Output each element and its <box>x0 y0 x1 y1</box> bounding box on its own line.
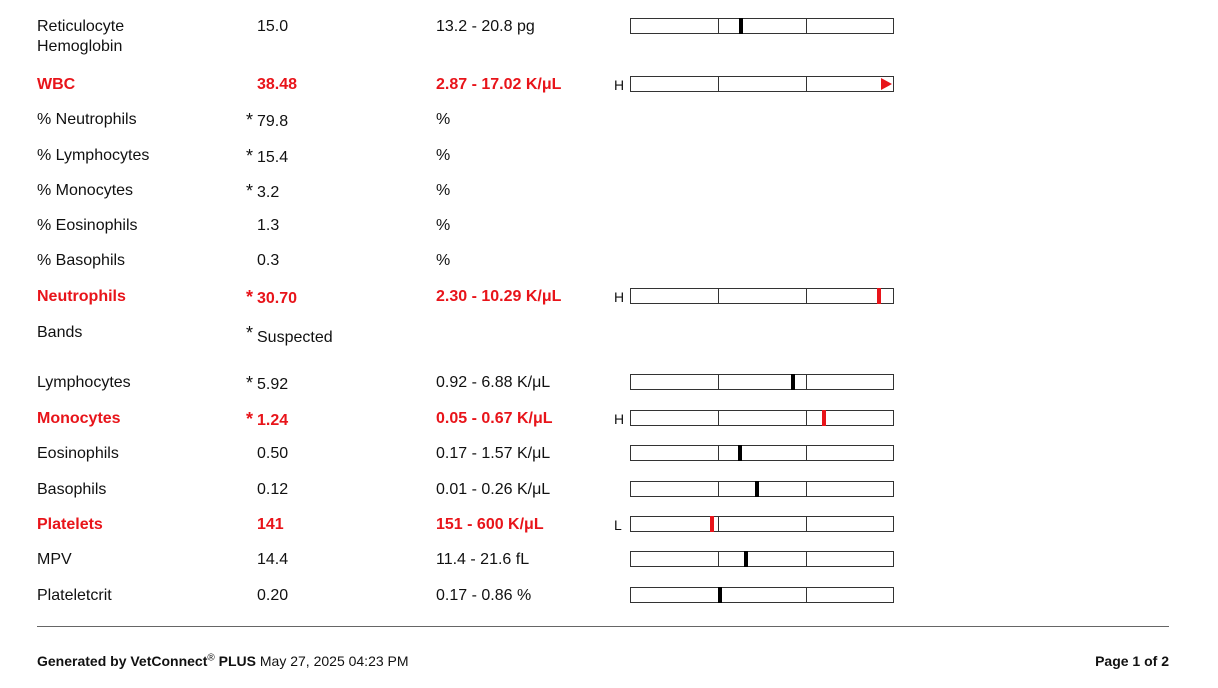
analyte-name: Plateletcrit <box>37 587 112 604</box>
result-row <box>0 110 1218 146</box>
analyte-name: MPV <box>37 551 72 568</box>
result-value-cell <box>246 287 297 309</box>
range-bar-divider <box>806 19 807 33</box>
result-row <box>0 75 1218 111</box>
footer-plus: PLUS <box>218 653 256 669</box>
reference-range: 0.17 - 0.86 % <box>436 587 532 604</box>
analyte-name: % Eosinophils <box>37 217 138 234</box>
result-row <box>0 409 1218 445</box>
hl-flag: H <box>614 77 625 93</box>
result-marker <box>710 516 714 532</box>
analyte-name: Basophils <box>37 481 107 498</box>
analyte-name: Lymphocytes <box>37 374 131 391</box>
reference-range: 2.87 - 17.02 K/μL <box>436 76 562 93</box>
range-bar-divider <box>718 446 719 460</box>
range-bar <box>630 288 894 304</box>
result-row <box>0 515 1218 551</box>
range-bar-divider <box>718 289 719 303</box>
result-value-cell <box>246 17 288 37</box>
result-row <box>0 480 1218 516</box>
analyte-name-line: Reticulocyte <box>37 18 125 35</box>
result-value: 15.0 <box>257 18 289 35</box>
analyte-name: Bands <box>37 324 83 341</box>
footer-page-number: Page 1 of 2 <box>1095 653 1169 669</box>
analyte-name: Monocytes <box>37 410 121 427</box>
reference-range: 2.30 - 10.29 K/μL <box>436 288 562 305</box>
result-row <box>0 444 1218 480</box>
result-row <box>0 323 1218 359</box>
range-bar-divider <box>718 411 719 425</box>
result-marker <box>877 288 881 304</box>
range-bar <box>630 410 894 426</box>
result-value: 141 <box>257 516 284 533</box>
registered-mark: ® <box>207 652 215 664</box>
range-bar-divider <box>718 77 719 91</box>
result-value-cell <box>246 181 279 203</box>
reference-range: 11.4 - 21.6 fL <box>436 551 530 568</box>
result-value-cell <box>246 323 333 345</box>
result-value-cell <box>246 409 288 431</box>
range-bar-divider <box>806 588 807 602</box>
result-value: 0.3 <box>257 252 280 269</box>
result-value-cell <box>246 515 284 535</box>
result-row <box>0 181 1218 217</box>
footer-generated-by: Generated by VetConnect <box>37 653 208 669</box>
range-bar-divider <box>806 411 807 425</box>
range-bar-divider <box>806 375 807 389</box>
result-row <box>0 287 1218 323</box>
result-marker <box>718 587 722 603</box>
analyte-name: Platelets <box>37 516 103 533</box>
reference-range: % <box>436 111 451 128</box>
result-value: 0.20 <box>257 587 289 604</box>
result-marker <box>791 374 795 390</box>
result-value: 79.8 <box>257 113 289 130</box>
result-row <box>0 251 1218 287</box>
result-value-cell <box>246 110 288 132</box>
reference-range: % <box>436 182 451 199</box>
result-value: 15.4 <box>257 149 289 166</box>
footer-generated <box>37 652 409 670</box>
result-value: 14.4 <box>257 551 289 568</box>
result-value-cell <box>246 550 288 570</box>
asterisk-flag: * <box>246 146 254 166</box>
result-value: 30.70 <box>257 290 298 307</box>
range-bar <box>630 18 894 34</box>
range-bar <box>630 516 894 532</box>
reference-range: 13.2 - 20.8 pg <box>436 18 535 35</box>
result-value-cell <box>246 146 288 168</box>
footer-timestamp: May 27, 2025 04:23 PM <box>259 653 409 669</box>
result-value: 3.2 <box>257 184 280 201</box>
asterisk-flag: * <box>246 409 254 429</box>
asterisk-flag: * <box>246 373 254 393</box>
hl-flag: L <box>614 517 622 533</box>
range-bar-divider <box>718 19 719 33</box>
range-bar-divider <box>806 289 807 303</box>
result-row <box>0 373 1218 409</box>
result-value: Suspected <box>257 329 333 346</box>
result-marker <box>755 481 759 497</box>
reference-range: 0.17 - 1.57 K/μL <box>436 445 551 462</box>
range-bar-divider <box>806 77 807 91</box>
range-bar-divider <box>806 552 807 566</box>
range-bar-divider <box>718 375 719 389</box>
overflow-arrow-icon <box>881 78 892 90</box>
result-value-cell <box>246 586 288 606</box>
reference-range: 0.01 - 0.26 K/μL <box>436 481 551 498</box>
result-value: 0.12 <box>257 481 289 498</box>
result-value-cell <box>246 444 288 464</box>
reference-range: 0.92 - 6.88 K/μL <box>436 374 551 391</box>
range-bar <box>630 445 894 461</box>
analyte-name <box>37 17 124 57</box>
reference-range: % <box>436 252 451 269</box>
range-bar-divider <box>718 552 719 566</box>
range-bar-divider <box>806 482 807 496</box>
hl-flag: H <box>614 411 625 427</box>
asterisk-flag: * <box>246 287 254 307</box>
analyte-name: % Lymphocytes <box>37 147 150 164</box>
reference-range: % <box>436 217 451 234</box>
result-marker <box>738 445 742 461</box>
reference-range: % <box>436 147 451 164</box>
result-value-cell <box>246 251 279 271</box>
result-value-cell <box>246 216 279 236</box>
result-row <box>0 146 1218 182</box>
asterisk-flag: * <box>246 110 254 130</box>
range-bar-divider <box>718 517 719 531</box>
hl-flag: H <box>614 289 625 305</box>
range-bar-divider <box>718 482 719 496</box>
result-value: 5.92 <box>257 376 289 393</box>
result-value-cell <box>246 373 288 395</box>
result-value: 1.3 <box>257 217 280 234</box>
analyte-name: WBC <box>37 76 76 93</box>
analyte-name: Eosinophils <box>37 445 119 462</box>
range-bar <box>630 551 894 567</box>
result-row <box>0 17 1218 53</box>
range-bar <box>630 76 894 92</box>
result-row <box>0 550 1218 586</box>
footer-divider <box>37 626 1169 627</box>
result-marker <box>739 18 743 34</box>
result-value-cell <box>246 75 297 95</box>
result-row <box>0 216 1218 252</box>
analyte-name: % Neutrophils <box>37 111 137 128</box>
analyte-name: Neutrophils <box>37 288 126 305</box>
range-bar <box>630 374 894 390</box>
result-value: 38.48 <box>257 76 298 93</box>
analyte-name-line: Hemoglobin <box>37 38 123 55</box>
range-bar-divider <box>806 446 807 460</box>
analyte-name: % Basophils <box>37 252 126 269</box>
range-bar-divider <box>806 517 807 531</box>
result-value-cell <box>246 480 288 500</box>
result-value: 0.50 <box>257 445 289 462</box>
asterisk-flag: * <box>246 323 254 343</box>
result-value: 1.24 <box>257 412 289 429</box>
reference-range: 0.05 - 0.67 K/μL <box>436 410 553 427</box>
result-row <box>0 586 1218 622</box>
result-marker <box>822 410 826 426</box>
reference-range: 151 - 600 K/μL <box>436 516 544 533</box>
asterisk-flag: * <box>246 181 254 201</box>
analyte-name: % Monocytes <box>37 182 134 199</box>
result-marker <box>744 551 748 567</box>
range-bar <box>630 587 894 603</box>
range-bar <box>630 481 894 497</box>
